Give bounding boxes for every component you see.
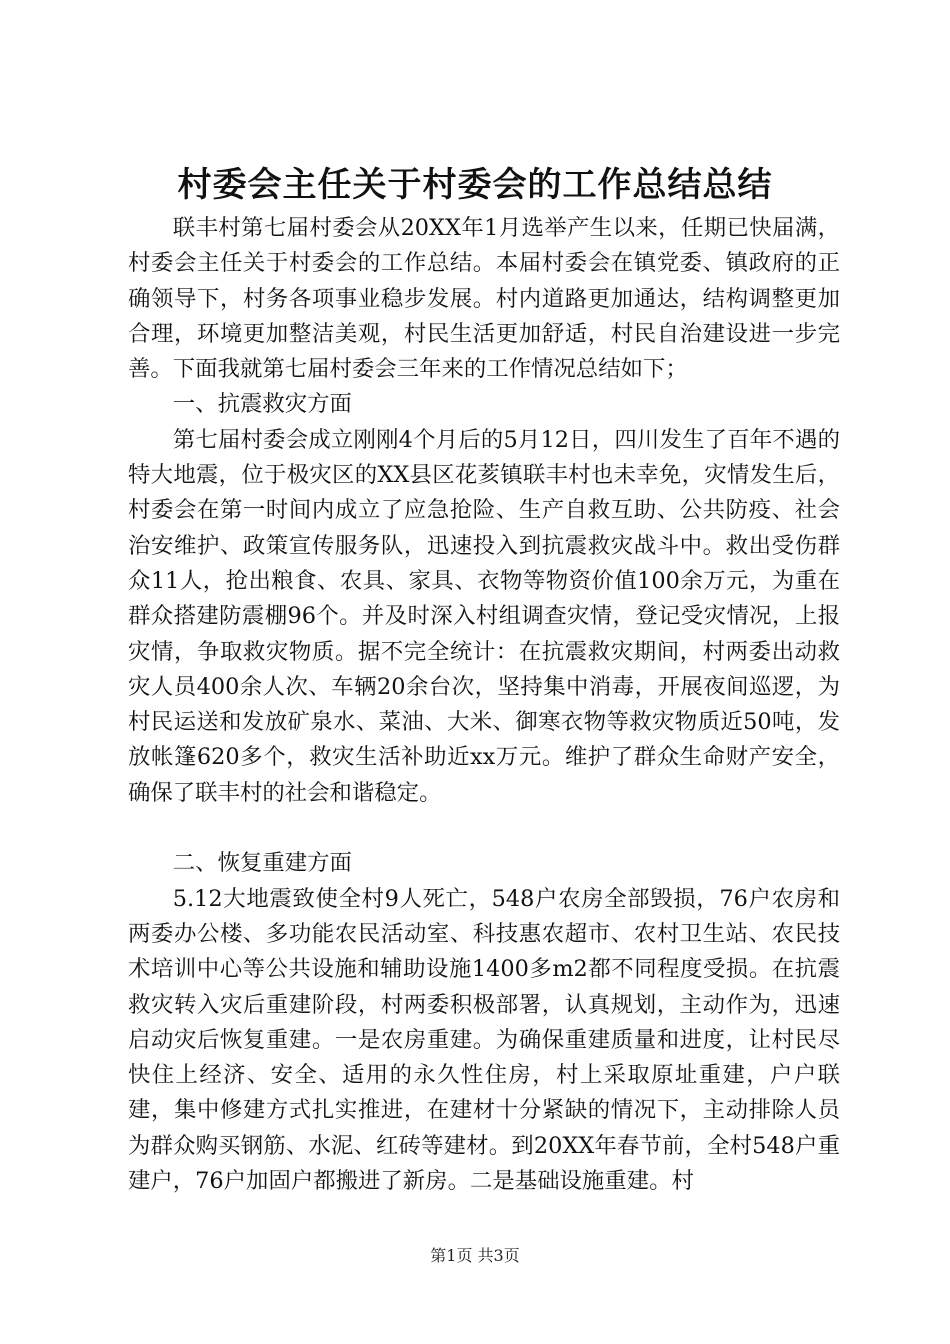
page-footer: 第1页 共3页 <box>430 1246 520 1265</box>
document-title: 村委会主任关于村委会的工作总结总结 <box>177 165 773 205</box>
section-heading-earthquake-relief: 一、抗震救灾方面 <box>172 391 352 418</box>
reconstruction-paragraph: 5.12大地震致使全村9人死亡，548户农房全部毁损，76户农房和两委办公楼、多功能农民活动室、科技惠农超市、农村卫生站、农民技术培训中心等公共设施和辅助设施1400多m2都不同程度受损。在抗震救灾转入灾后重建阶段，村两委积极部署，认真规划，主动作为，迅速启动灾后恢复重建。一是农房重建。为确保重建质量和进度，让村民尽快住上经济、安全、适用的永久性住房，村上采取原址重建，户户联建，集中修建方式扎实推进，在建材十分紧缺的情况下，主动排除人员为群众购买钢筋、水泥、红砖等建材。到20XX年春节前，全村548户重建户，76户加固户都搬进了新房。二是基础设施重建。村 <box>128 885 840 1195</box>
earthquake-relief-paragraph: 第七届村委会成立刚刚4个月后的5月12日，四川发生了百年不遇的特大地震，位于极灾区的XX县区花荄镇联丰村也未幸免，灾情发生后，村委会在第一时间内成立了应急抢险、生产自救互助、公共防疫、社会治安维护、政策宣传服务队，迅速投入到抗震救灾战斗中。救出受伤群众11人，抢出粮食、农具、家具、衣物等物资价值100余万元，为重在群众搭建防震棚96个。并及时深入村组调查灾情，登记受灾情况，上报灾情，争取救灾物质。据不完全统计：在抗震救灾期间，村两委出动救灾人员400余人次、车辆20余台次，坚持集中消毒，开展夜间巡逻，为村民运送和发放矿泉水、菜油、大米、御寒衣物等救灾物质近50吨，发放帐篷620多个，救灾生活补助近xx万元。维护了群众生命财产安全，确保了联丰村的社会和谐稳定。 <box>128 426 840 806</box>
document-body <box>128 211 840 1199</box>
section-heading-reconstruction: 二、恢复重建方面 <box>172 850 352 877</box>
intro-paragraph: 联丰村第七届村委会从20XX年1月选举产生以来，任期已快届满，村委会主任关于村委会的工作总结。本届村委会在镇党委、镇政府的正确领导下，村务各项事业稳步发展。村内道路更加通达，结构调整更加合理，环境更加整洁美观，村民生活更加舒适，村民自治建设进一步完善。下面我就第七届村委会三年来的工作情况总结如下； <box>128 215 840 383</box>
